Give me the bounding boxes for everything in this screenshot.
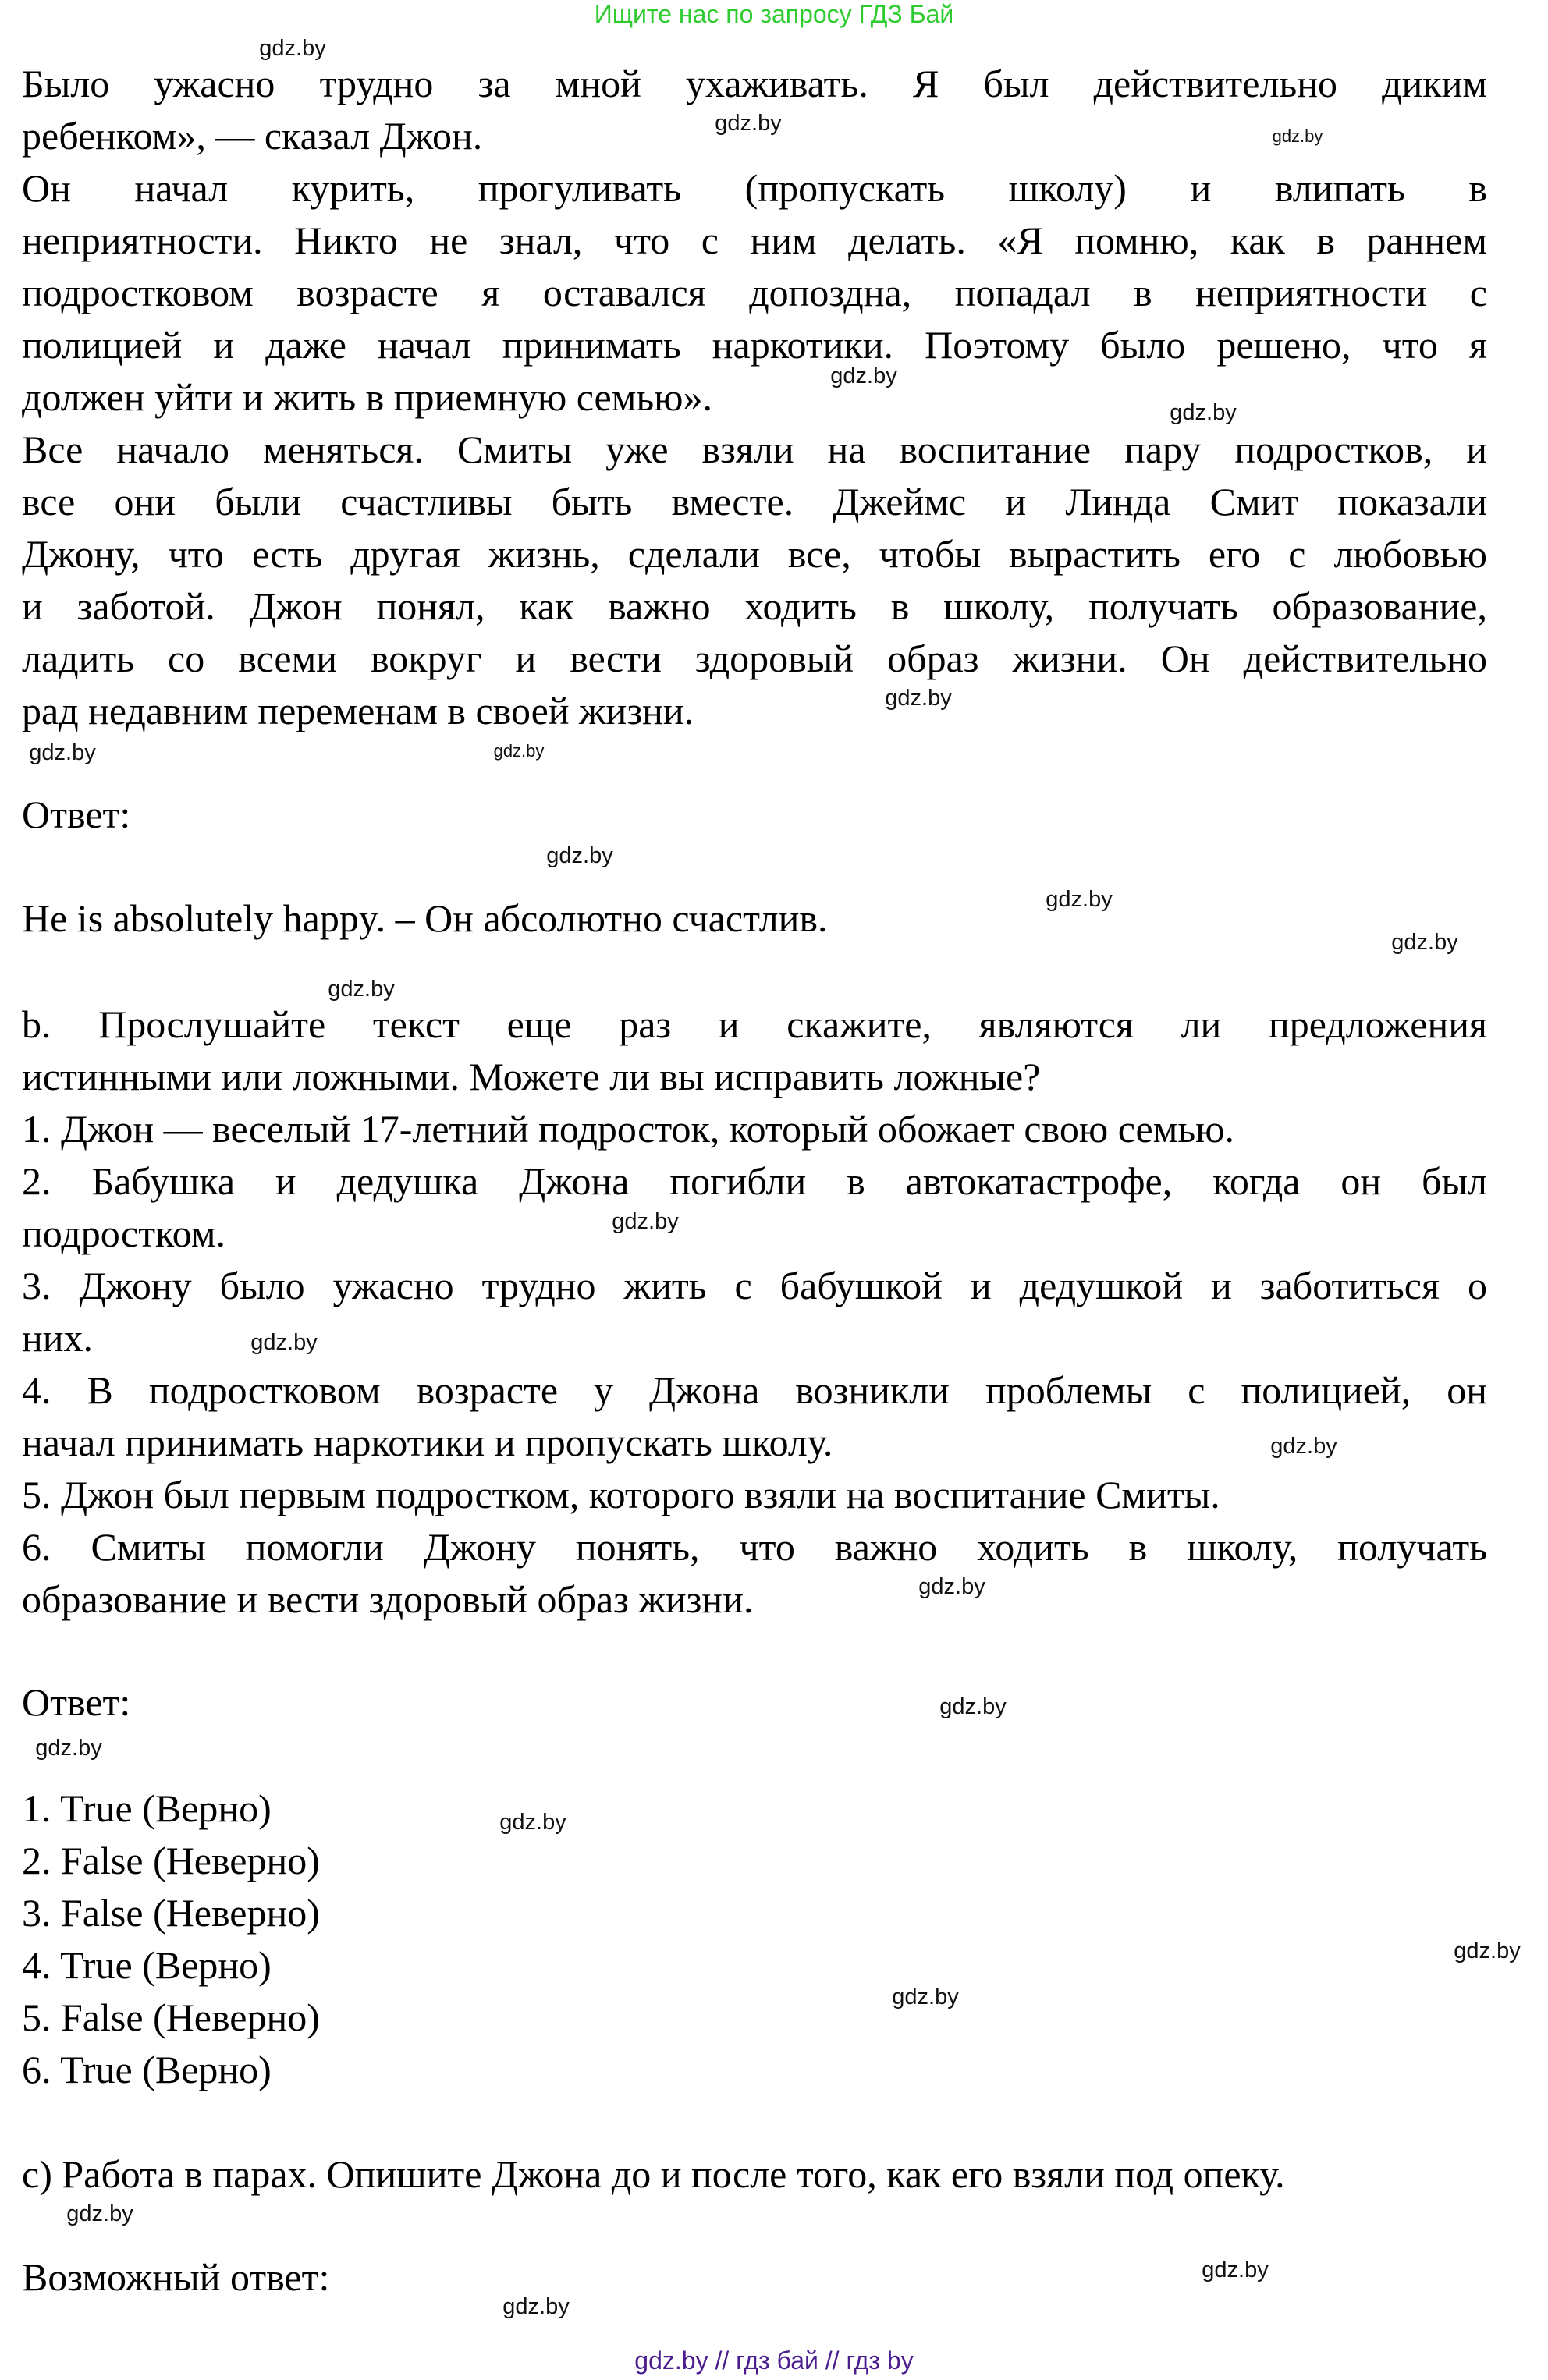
text-line: Все начало меняться. Смиты уже взяли на воспитание пару подростков, и <box>22 427 1487 471</box>
answer-item: 1. True (Верно) <box>22 1786 272 1830</box>
text-line: 2. Бабушка и дедушка Джона погибли в автокатастрофе, когда он был <box>22 1159 1487 1203</box>
text-line: начал принимать наркотики и пропускать школу. <box>22 1421 833 1464</box>
watermark: gdz.by <box>250 1330 318 1355</box>
text-line: полицией и даже начал принимать наркотики. Поэтому было решено, что я <box>22 323 1487 367</box>
watermark: gdz.by <box>918 1574 985 1599</box>
text-line: 5. Джон был первым подростком, которого взяли на воспитание Смиты. <box>22 1473 1220 1516</box>
watermark: gdz.by <box>502 2294 570 2319</box>
header-banner: Ищите нас по запросу ГДЗ Бай <box>594 0 954 28</box>
text-line: Джону, что есть другая жизнь, сделали все, чтобы вырастить его с любовью <box>22 532 1487 576</box>
watermark: gdz.by <box>259 36 326 61</box>
text-line: истинными или ложными. Можете ли вы исправить ложные? <box>22 1055 1041 1098</box>
story-text <box>22 58 1487 737</box>
answer1-text-section <box>22 892 1487 945</box>
watermark: gdz.by <box>1391 930 1458 955</box>
watermark: gdz.by <box>66 2201 133 2226</box>
answer-item: 4. True (Верно) <box>22 1943 272 1987</box>
text-line: должен уйти и жить в приемную семью». <box>22 375 713 419</box>
task-c-text: c) Работа в парах. Опишите Джона до и после того, как его взяли под опеку. <box>22 2152 1285 2196</box>
text-line: неприятности. Никто не знал, что с ним делать. «Я помню, как в раннем <box>22 218 1487 262</box>
watermark: gdz.by <box>1454 1938 1521 1963</box>
text-line: b. Прослушайте текст еще раз и скажите, являются ли предложения <box>22 1002 1487 1046</box>
watermark: gdz.by <box>939 1694 1007 1719</box>
answer-item: 2. False (Неверно) <box>22 1839 320 1882</box>
task-c-answer-label: Возможный ответ: <box>22 2255 330 2299</box>
text-line: 4. В подростковом возрасте у Джона возникли проблемы с полицией, он <box>22 1368 1487 1412</box>
watermark: gdz.by <box>1170 400 1237 425</box>
watermark: gdz.by <box>715 111 782 136</box>
answer1-label: Ответ: <box>22 793 131 836</box>
text-line: них. <box>22 1316 94 1360</box>
watermark: gdz.by <box>1202 2258 1269 2282</box>
answer1-section <box>22 789 1487 841</box>
text-line: подростковом возрасте я оставался допоздна, попадал в неприятности с <box>22 271 1487 314</box>
watermark: gdz.by <box>1270 1434 1337 1459</box>
answer-item: 3. False (Неверно) <box>22 1891 320 1935</box>
watermark: gdz.by <box>499 1810 566 1835</box>
task-b <box>22 998 1487 1626</box>
answer-item: 6. True (Верно) <box>22 2048 272 2091</box>
text-line: рад недавним переменам в своей жизни. <box>22 689 694 732</box>
watermark: gdz.by <box>29 740 96 765</box>
task-c <box>22 2148 1487 2201</box>
answer2-list <box>22 1782 1487 2096</box>
watermark: gdz.by <box>885 686 952 711</box>
text-line: Было ужасно трудно за мной ухаживать. Я был действительно диким <box>22 62 1487 105</box>
answer2-label: Ответ: <box>22 1680 131 1724</box>
watermark: gdz.by <box>328 977 395 1002</box>
text-line: Он начал курить, прогуливать (пропускать школу) и влипать в <box>22 166 1487 210</box>
text-line: и заботой. Джон понял, как важно ходить в школу, получать образование, <box>22 584 1487 628</box>
watermark: gdz.by <box>493 741 545 761</box>
text-line: ладить со всеми вокруг и вести здоровый образ жизни. Он действительно <box>22 637 1487 680</box>
text-line: 1. Джон — веселый 17-летний подросток, который обожает свою семью. <box>22 1107 1235 1151</box>
watermark: gdz.by <box>1046 887 1113 912</box>
text-line: образование и вести здоровый образ жизни. <box>22 1577 754 1621</box>
text-line: подростком. <box>22 1211 225 1255</box>
text-line: 6. Смиты помогли Джону понять, что важно ходить в школу, получать <box>22 1525 1487 1569</box>
watermark: gdz.by <box>546 843 613 868</box>
watermark: gdz.by <box>1272 126 1323 146</box>
text-line: ребенком», — сказал Джон. <box>22 114 483 158</box>
watermark: gdz.by <box>35 1736 102 1761</box>
watermark: gdz.by <box>612 1209 679 1234</box>
watermark: gdz.by <box>892 1985 959 2009</box>
text-line: все они были счастливы быть вместе. Джеймс и Линда Смит показали <box>22 480 1487 523</box>
footer-links[interactable]: gdz.by // гдз бай // гдз by <box>634 2346 914 2375</box>
text-line: 3. Джону было ужасно трудно жить с бабушкой и дедушкой и заботиться о <box>22 1264 1487 1307</box>
answer2-section <box>22 1676 1487 1729</box>
answer1-text: He is absolutely happy. – Он абсолютно счастлив. <box>22 896 828 940</box>
answer-item: 5. False (Неверно) <box>22 1995 320 2039</box>
watermark: gdz.by <box>830 364 897 388</box>
